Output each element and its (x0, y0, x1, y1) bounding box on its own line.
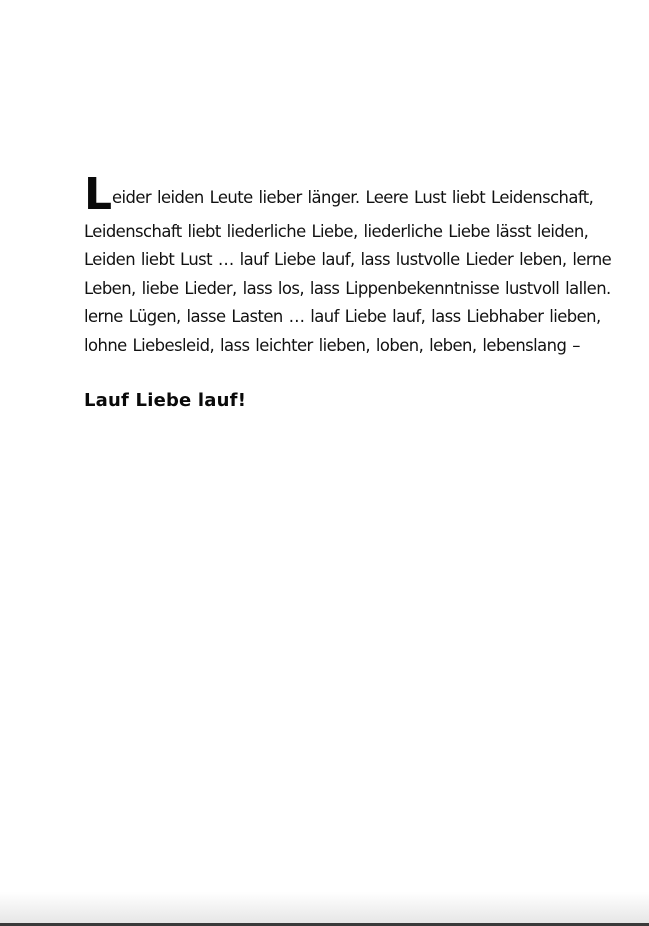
paragraph-line-5: lerne Lügen, lasse Lasten … lauf Liebe lauf, lass Liebhaber lieben, (84, 307, 601, 327)
body-paragraph (84, 169, 612, 360)
page-bottom-shadow (0, 892, 649, 926)
paragraph-line-6: lohne Liebesleid, lass leichter lieben, loben, leben, lebenslang – (84, 335, 580, 355)
drop-cap-letter: L (84, 169, 113, 220)
paragraph-line-4: Leben, liebe Lieder, lass los, lass Lippenbekenntnisse lustvoll lallen. (84, 278, 611, 298)
paragraph-line-2: Leidenschaft liebt liederliche Liebe, liederliche Liebe lässt leiden, (84, 222, 589, 241)
paragraph-line-3: Leiden liebt Lust … lauf Liebe lauf, lass lustvolle Lieder leben, lerne (84, 250, 612, 270)
closing-exclamation: Lauf Liebe lauf! (84, 390, 247, 411)
paragraph-line-1-text: eider leiden Leute lieber länger. Leere Lust liebt Leidenschaft, (112, 188, 594, 207)
paragraph-line-1 (84, 169, 604, 220)
